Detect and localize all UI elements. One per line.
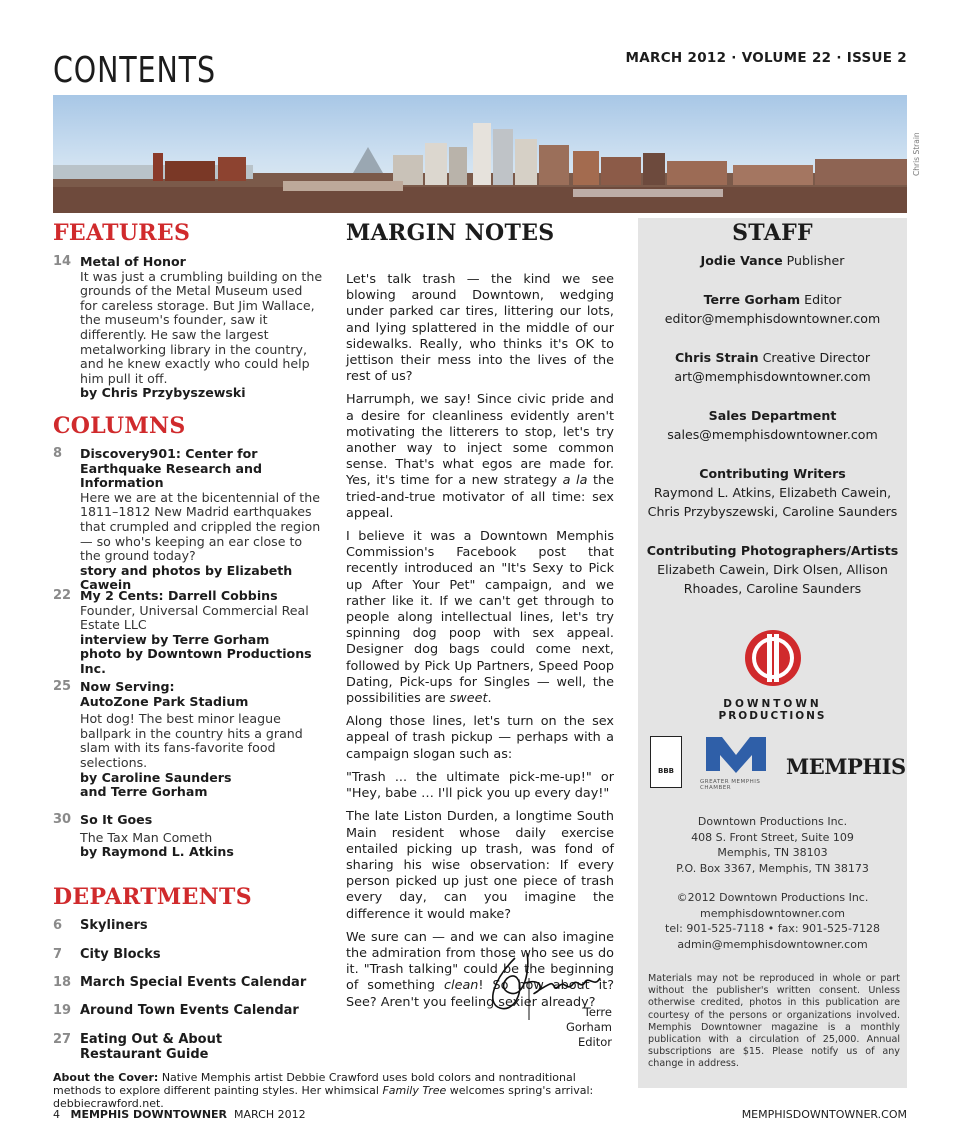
entry-byline-2: and Terre Gorham (80, 784, 208, 800)
list-item[interactable] (53, 1003, 299, 1018)
paragraph: "Trash ... the ultimate pick-me-up!" or "Hey, babe … I'll pick you up every day!" (346, 769, 614, 802)
footer-page-number: 4 (53, 1108, 60, 1121)
page-number: 19 (53, 1003, 72, 1018)
list-item[interactable] (53, 947, 161, 962)
list-item[interactable] (53, 1032, 222, 1062)
entry-title: City Blocks (80, 947, 161, 962)
signature-caption (537, 1005, 612, 1050)
footer-site[interactable]: MEMPHISDOWNTOWNER.COM (741, 1108, 907, 1121)
staff-sidebar (638, 218, 907, 1088)
page-number: 22 (53, 588, 72, 603)
margin-notes-heading: MARGIN NOTES (346, 220, 555, 246)
paragraph: Let's talk trash — the kind we see blowing around Downtown, wedging under parked car tires, littering our lots, and lying splattered in the middle of our sidewalks. Really, who thinks it's OK to jettison their mess into the lives of the rest of us? (346, 272, 614, 385)
entry-title: My 2 Cents: Darrell Cobbins (80, 588, 278, 603)
chamber-logo: GREATER MEMPHIS CHAMBER (700, 733, 782, 788)
footer-left (53, 1108, 306, 1121)
page-number: 6 (53, 918, 63, 933)
entry-title: Around Town Events Calendar (80, 1003, 299, 1018)
entry-description: It was just a crumbling building on the grounds of the Metal Museum used for careless storage. But Jim Wallace, the museum's founder, saw it differently. He saw the largest metalworking library in the country, and he knew exactly who could help him pull it off. (80, 268, 323, 386)
list-item[interactable] (53, 447, 323, 593)
bbb-logo: BBB (650, 736, 682, 788)
dp-logo-text-2: PRODUCTIONS (718, 710, 827, 722)
entry-description: The Tax Man Cometh (80, 829, 213, 845)
downtown-productions-logo (638, 628, 907, 722)
entry-byline: by Raymond L. Atkins (80, 844, 234, 860)
footer-magazine: MEMPHIS DOWNTOWNER (70, 1108, 228, 1121)
entry-description: Hot dog! The best minor league ballpark in the country hits a grand slam with its fans-favorite food selections. (80, 711, 303, 770)
staff-writers: Contributing Writers Raymond L. Atkins, Elizabeth Cawein, Chris Przybyszewski, Caroline Saunders (647, 466, 898, 519)
page-number: 27 (53, 1032, 72, 1047)
staff-sales: Sales Department sales@memphisdowntowner.com (667, 408, 878, 442)
entry-title: Discovery901: Center for Earthquake Research and Information (80, 446, 263, 491)
skyline-illustration (53, 95, 907, 213)
photo-credit: Chris Strain (912, 132, 921, 176)
entry-byline: story and photos by Elizabeth Cawein (80, 562, 293, 593)
skyline-banner-image (53, 95, 907, 213)
publisher-address: Downtown Productions Inc. 408 S. Front Street, Suite 109 Memphis, TN 38103 P.O. Box 3367, Memphis, TN 38173 ©2012 Downtown Productions Inc. memphisdowntowner.com tel: 901-525-7118 • fax: 901-525-7128 admin@memphisdowntowner.com (638, 814, 907, 952)
sales-email[interactable]: sales@memphisdowntowner.com (667, 427, 878, 442)
entry-byline: by Caroline Saunders (80, 769, 232, 785)
website-link[interactable]: memphisdowntowner.com (700, 906, 845, 920)
chamber-m-icon (700, 733, 772, 775)
legal-notice: Materials may not be reproduced in whole or part without the publisher's written consent. Unless otherwise credited, photos in this publication are courtesy of the persons or organizations involved. Memphis Downtowner magazine is a monthly publication with a circulation of 25,000. Annual subscriptions are $15. Please notify us of any change in address. (648, 973, 900, 1070)
staff-editor: Terre Gorham Editor editor@memphisdowntowner.com (664, 292, 881, 326)
page-number: 30 (53, 812, 72, 827)
paragraph: I believe it was a Downtown Memphis Commission's Facebook post that recently introduced an "It's Sexy to Pick up After Your Pet" campaign, and we rather like it. If we can't get through to people along intellectual lines, let's try spinning dog poop with sex appeal. Designer dog bags could come next, followed by Pick Up Partners, Speed Poop Dating, Pick-ups for Singles — well, the possibilities are sweet. (346, 529, 614, 707)
entry-byline: by Chris Przybyszewski (80, 385, 246, 401)
creative-email[interactable]: art@memphisdowntowner.com (674, 369, 871, 384)
columns-heading: COLUMNS (53, 413, 186, 439)
page-title: CONTENTS (53, 50, 216, 91)
signature-name: Terre Gorham (565, 1005, 612, 1034)
staff-creative: Chris Strain Creative Director art@memphisdowntowner.com (674, 350, 871, 384)
entry-byline: interview by Terre Gorham (80, 631, 270, 647)
entry-byline-2: photo by Downtown Productions Inc. (80, 646, 312, 676)
entry-title: Metal of Honor (80, 254, 186, 269)
entry-title: So It Goes (80, 812, 153, 827)
list-item[interactable] (53, 589, 323, 677)
entry-title: Skyliners (80, 918, 148, 933)
list-item[interactable] (53, 813, 323, 860)
signature-role: Editor (577, 1035, 612, 1049)
staff-photographers: Contributing Photographers/Artists Elizabeth Cawein, Dirk Olsen, Allison Rhoades, Caroline Saunders (646, 543, 899, 596)
admin-email[interactable]: admin@memphisdowntowner.com (677, 937, 868, 951)
staff-publisher: Jodie Vance Publisher (700, 253, 845, 268)
list-item[interactable] (53, 975, 306, 990)
entry-title-2: Restaurant Guide (80, 1047, 209, 1062)
memphis-logo: MEMPHIS (786, 754, 906, 779)
entry-description: Here we are at the bicentennial of the 1811–1812 New Madrid earthquakes that crumpled and crippled the region — so who's keeping an ear close to the ground today? (80, 489, 321, 564)
departments-heading: DEPARTMENTS (53, 884, 252, 910)
issue-info: MARCH 2012 · VOLUME 22 · ISSUE 2 (625, 50, 907, 66)
staff-heading: STAFF (732, 220, 813, 246)
paragraph: The late Liston Durden, a longtime South Main resident whose daily exercise entailed picking up trash, was fond of sharing his wise observation: If every person picked up just one piece of trash every day, can you imagine the difference it would make? (346, 809, 614, 922)
paragraph: Along those lines, let's turn on the sex appeal of trash pickup — perhaps with a campaign slogan such as: (346, 714, 614, 762)
editorial-body (346, 272, 614, 1018)
list-item[interactable] (53, 918, 148, 933)
footer-date: MARCH 2012 (234, 1108, 306, 1121)
paragraph: Harrumph, we say! Since civic pride and a desire for cleanliness evidently aren't motivating the litterers to stop, let's try another way to inject some common sense. That's what egos are made for. Yes, it's time for a new strategy a la the tried-and-true motivator of all time: sex appeal. (346, 392, 614, 521)
list-item[interactable] (53, 680, 323, 800)
paragraph: We sure can — and we can also imagine the admiration from those who see us do it. "Trash talking" could be the beginning of something clean! So how about it? See? Aren't you feeling sexier already? (346, 929, 614, 1010)
entry-title-2: AutoZone Park Stadium (80, 693, 249, 709)
about-cover-note: About the Cover: Native Memphis artist Debbie Crawford uses bold colors and nontraditional methods to explore different painting styles. Her whimsical Family Tree welcomes spring's arrival: debbiecrawford.net. (53, 1071, 594, 1110)
page-number: 8 (53, 446, 63, 461)
entry-title: March Special Events Calendar (80, 975, 307, 990)
entry-title: Now Serving: (80, 679, 175, 694)
page-number: 25 (53, 679, 72, 694)
dp-logo-text-1: DOWNTOWN (723, 698, 822, 710)
page-number: 7 (53, 947, 63, 962)
editor-email[interactable]: editor@memphisdowntowner.com (664, 311, 881, 326)
entry-title: Eating Out & About (80, 1032, 223, 1047)
entry-description: Founder, Universal Commercial Real Estate LLC (80, 602, 309, 633)
features-heading: FEATURES (53, 220, 191, 246)
list-item[interactable] (53, 255, 323, 401)
page-number: 14 (53, 254, 72, 269)
page-number: 18 (53, 975, 72, 990)
dp-logo-icon (743, 628, 803, 688)
